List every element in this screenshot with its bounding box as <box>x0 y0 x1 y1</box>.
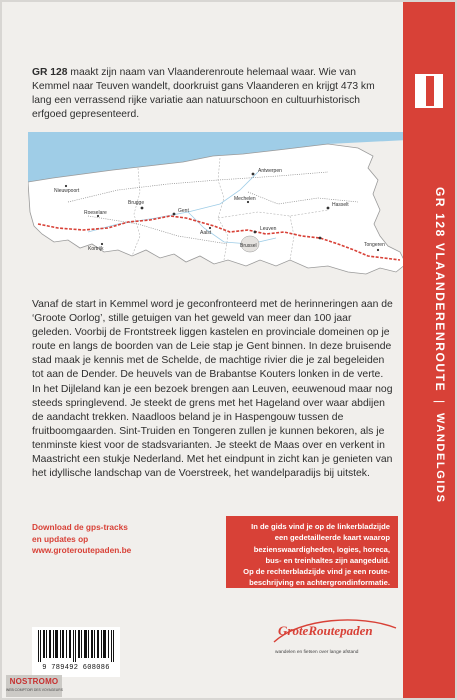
isbn-number: 9 789492 608086 <box>42 664 110 672</box>
guide-info-text <box>226 516 398 589</box>
download-info <box>32 522 207 557</box>
red-side-band <box>403 2 455 698</box>
label-brussel: Brussel <box>240 243 257 249</box>
intro-bold-title: GR 128 <box>32 67 68 78</box>
description-paragraph: Vanaf de start in Kemmel word je geconfronteerd met de herinneringen aan de ‘Groote Oorlog’, stille getuigen van het geweld van meer dan 100 jaar geleden. Voorbij de Frontstreek liggen kastelen en provinciale domeinen op je route en langs de boorden van de Leie stap je Gent binnen. In deze bruisende stad maak je kennis met de Schelde, de machtige rivier die je zal begeleiden tot aan de Dender. De heuvels van de Brabantse Kouters lonken in de verte. In het Dijleland kan je een bezoek brengen aan Leuven, eeuwenoud maar nog steeds springlevend. Je steekt de grens met het Hageland over waar abdijen de aandacht trekken. Naadloos beland je in Haspengouw tussen de fruitboomgaarden. Sint-Truiden en Tongeren zullen je kunnen bekoren, als je tenminste kiest voor de stadsvarianten. Je steekt de Maas over en verkent in Maastricht een stukje Nederland. Met het eindpunt in zicht kan je genieten van het idyllische landschap van de Voerstreek, het wandelparadijs bij uitstek. <box>32 299 393 480</box>
barcode-bars <box>36 630 116 662</box>
book-back-cover <box>2 2 455 698</box>
info-line-5: Op de rechterbladzijde vind je een route- <box>243 567 390 577</box>
side-title-separator: | <box>433 400 447 405</box>
sticker-name: NOSTROMO <box>9 677 59 686</box>
barcode <box>32 627 120 677</box>
info-line-4: bus- en treinhaltes zijn aangeduid. <box>265 555 390 565</box>
label-leuven: Leuven <box>260 226 277 232</box>
sticker-subtitle: WEB COMPTOIR DES VOYAGEURS <box>6 688 63 692</box>
guide-info-box <box>226 516 398 588</box>
info-line-1: In de gids vind je op de linkerbladzijde <box>251 522 390 531</box>
label-hasselt: Hasselt <box>332 202 349 208</box>
label-kortrijk: Kortrijk <box>88 246 104 252</box>
intro-text: maakt zijn naam van Vlaanderenroute helemaal waar. Wie van Kemmel naar Teuven wandelt, doorkruist gans Vlaanderen en krijgt 473 km lang een verrassend rijke variatie aan natuurschoon en cultuurhistorisch erfgoed gepresenteerd. <box>32 67 375 120</box>
download-line-2: en updates op <box>32 533 89 544</box>
download-line-1: Download de gps-tracks <box>32 522 128 532</box>
info-line-6: beschrijving en achtergrondinformatie. <box>249 578 390 588</box>
side-title-sub: WANDELGIDS <box>434 412 446 504</box>
publisher-name: GroteRoutepaden <box>278 623 373 638</box>
info-line-2: een gedetailleerde kaart waarop <box>274 533 390 543</box>
label-brugge: Brugge <box>128 200 145 206</box>
label-antwerpen: Antwerpen <box>258 168 282 174</box>
shop-sticker <box>6 675 62 697</box>
route-map <box>28 132 408 292</box>
label-mechelen: Mechelen <box>234 196 256 202</box>
download-url[interactable]: www.groteroutepaden.be <box>32 545 132 555</box>
intro-paragraph <box>32 66 387 122</box>
label-nieuwpoort: Nieuwpoort <box>54 188 80 194</box>
flag-icon <box>415 74 443 108</box>
side-title <box>411 187 447 527</box>
info-line-3: bezienswaardigheden, logies, horeca, <box>253 544 390 554</box>
label-gent: Gent <box>178 208 189 214</box>
publisher-tagline: wandelen en fietsen over lange afstand <box>275 650 359 655</box>
label-roeselare: Roeselare <box>84 210 107 216</box>
label-tongeren: Tongeren <box>364 242 385 248</box>
side-title-main: GR 128 VLAANDERENROUTE <box>433 187 447 393</box>
publisher-logo <box>270 612 400 667</box>
label-aalst: Aalst <box>200 230 212 236</box>
